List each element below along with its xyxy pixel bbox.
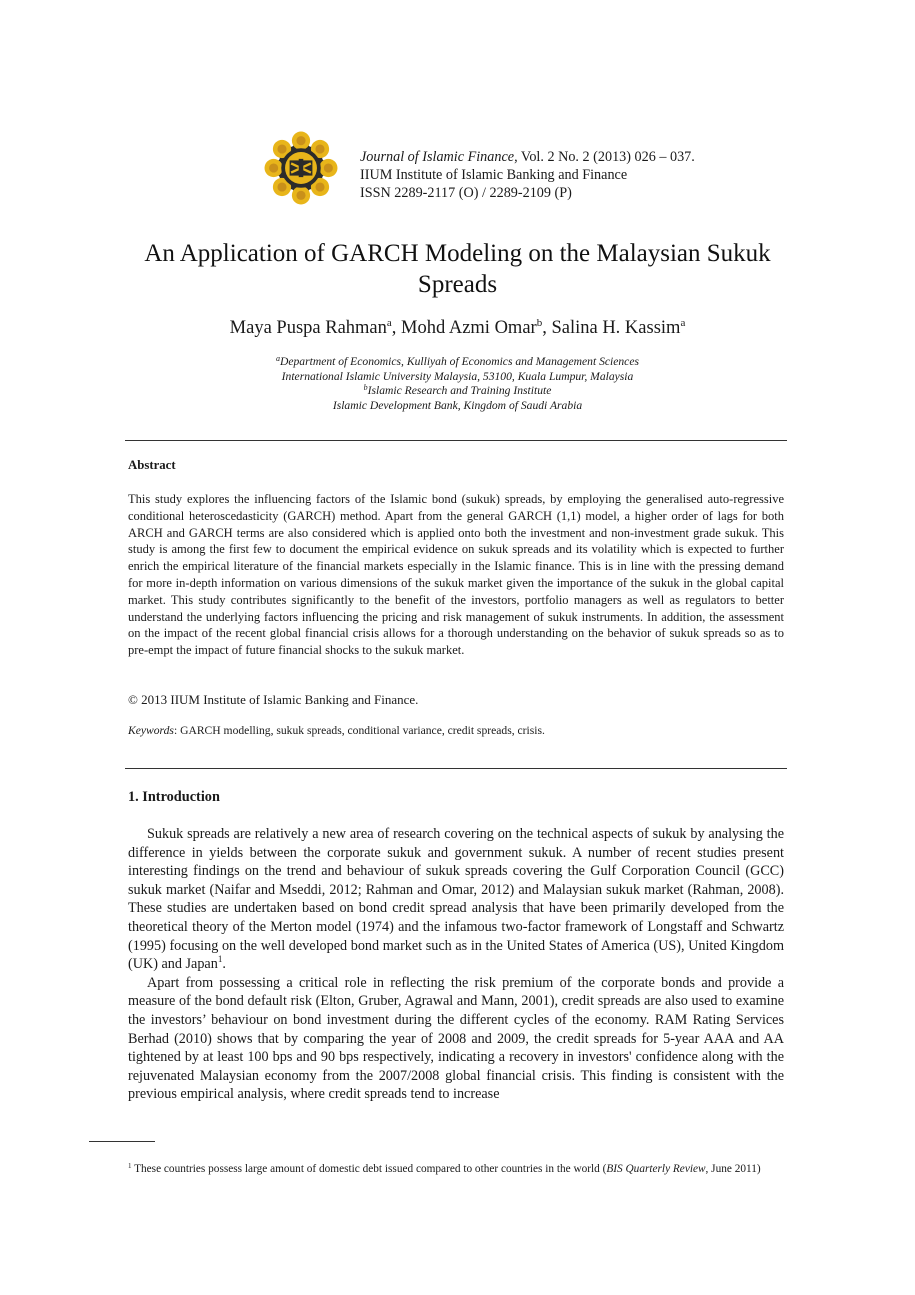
- author-name: , Salina H. Kassim: [542, 318, 681, 338]
- title-line-1: An Application of GARCH Modeling on the Malaysian Sukuk: [144, 240, 771, 267]
- affiliation-text: Department of Economics, Kulliyah of Economics and Management Sciences: [279, 355, 639, 368]
- affiliation-b-line-2: Islamic Development Bank, Kingdom of Saudi Arabia: [332, 398, 583, 412]
- affiliation-b-line-1: [150, 384, 765, 399]
- keywords-text: : GARCH modelling, sukuk spreads, conditional variance, credit spreads, crisis.: [173, 724, 545, 737]
- abstract-heading: Abstract: [128, 458, 176, 472]
- affiliation-text: Islamic Research and Training Institute: [367, 384, 552, 398]
- paragraph-end: .: [222, 956, 226, 973]
- abstract-bottom-rule: [125, 768, 787, 769]
- abstract-top-rule: [125, 440, 787, 441]
- keywords-label: Keywords: [128, 724, 174, 737]
- affiliation-mark: a: [275, 354, 280, 363]
- footnote: [128, 1162, 778, 1176]
- footnote-rule: [89, 1141, 155, 1142]
- author-affiliation-mark: a: [680, 317, 686, 329]
- author-name: Maya Puspa Rahman: [229, 318, 387, 338]
- author-list: [100, 316, 815, 340]
- journal-issn: ISSN 2289-2117 (O) / 2289-2109 (P): [360, 185, 572, 201]
- journal-citation: [360, 148, 695, 166]
- paragraph: Apart from possessing a critical role in reflecting the risk premium of the corporate bonds and provide a measure of the bond default risk (Elton, Gruber, Agrawal and Mann, 2001), credit spreads are also used to examine the investors’ behaviour on bond investment during the different cycles of the economy. RAM Rating Services Berhad (2010) shows that by comparing the year of 2008 and 2009, the credit spreads for 5-year AAA and AA tightened by at least 100 bps and 90 bps respectively, indicating a recovery in investors' confidence along with the rejuvenated Malaysian economy from the 2007/2008 global financial crisis. This finding is consistent with the previous empirical analysis, where credit spreads tend to increase: [128, 974, 784, 1103]
- paper-title: [100, 238, 815, 300]
- journal-header: [263, 130, 783, 206]
- title-line-2: Spreads: [417, 271, 498, 298]
- footnote-source: BIS Quarterly Review: [606, 1163, 706, 1175]
- author-affiliation-mark: a: [386, 317, 392, 329]
- footnote-mark: 1: [128, 1162, 132, 1170]
- author-affiliation-mark: b: [536, 317, 543, 329]
- section-heading-introduction: 1. Introduction: [128, 789, 220, 805]
- journal-institute: IIUM Institute of Islamic Banking and Finance: [360, 167, 628, 183]
- paragraph: [128, 825, 784, 974]
- introduction-body: [128, 825, 784, 1104]
- journal-logo: [263, 130, 339, 206]
- affiliation-a-line-2: International Islamic University Malaysia, 53100, Kuala Lumpur, Malaysia: [281, 369, 634, 383]
- author-name: , Mohd Azmi Omar: [391, 318, 537, 338]
- affiliation-mark: b: [363, 383, 368, 393]
- affiliations: [150, 355, 765, 413]
- footnote-ref[interactable]: 1: [217, 954, 223, 965]
- copyright-notice: © 2013 IIUM Institute of Islamic Banking and Finance.: [128, 692, 419, 707]
- abstract-text: This study explores the influencing factors of the Islamic bond (sukuk) spreads, by employing the generalised auto-regressive conditional heteroscedasticity (GARCH) method. Apart from the general GARCH (1,1) model, a higher order of lags for both ARCH and GARCH terms are also considered which is applied onto both the investment and non-investment grade sukuk. This study is among the first few to document the empirical evidence on sukuk spreads and its volatility which is expected to further enrich the empirical literature of the financial markets especially in the Islamic finance. This is in line with the pressing demand for more in-depth information on various dimensions of the sukuk market given the importance of the sukuk in the global capital market. This study contributes significantly to the benefit of the investors, portfolio managers as well as regulators to better understand the underlying factors influencing the pricing and risk management of sukuk instruments. In addition, the assessment on the impact of the recent global financial crisis allows for a thorough understanding on the behavior of sukuk spreads so as to pre-empt the impact of future financial shocks to the sukuk market.: [128, 492, 784, 658]
- footnote-text-end: , June 2011): [705, 1163, 761, 1175]
- paragraph-text: Sukuk spreads are relatively a new area of research covering on the technical aspects of sukuk by analysing the difference in yields between the corporate sukuk and government sukuk. A number of recent studies present interesting findings on the trend and behaviour of sukuk spreads covering the Gulf Corporation Council (GCC) sukuk market (Naifar and Mseddi, 2012; Rahman and Omar, 2012) and Malaysian sukuk market (Rahman, 2008). These studies are undertaken based on bond credit spread analysis that have been primarily developed from the theoretical theory of the Merton model (1974) and the infamous two-factor framework of Longstaff and Schwartz (1995) focusing on the well developed bond market such as in the United States of America (US), United Kingdom (UK) and Japan: [128, 826, 784, 973]
- footnote-text: These countries possess large amount of domestic debt issued compared to other countries in the world (: [131, 1163, 607, 1175]
- affiliation-a-line-1: [150, 355, 765, 370]
- journal-volume: , Vol. 2 No. 2 (2013) 026 – 037.: [514, 149, 695, 165]
- keywords: [128, 724, 545, 737]
- journal-name: Journal of Islamic Finance: [360, 149, 515, 165]
